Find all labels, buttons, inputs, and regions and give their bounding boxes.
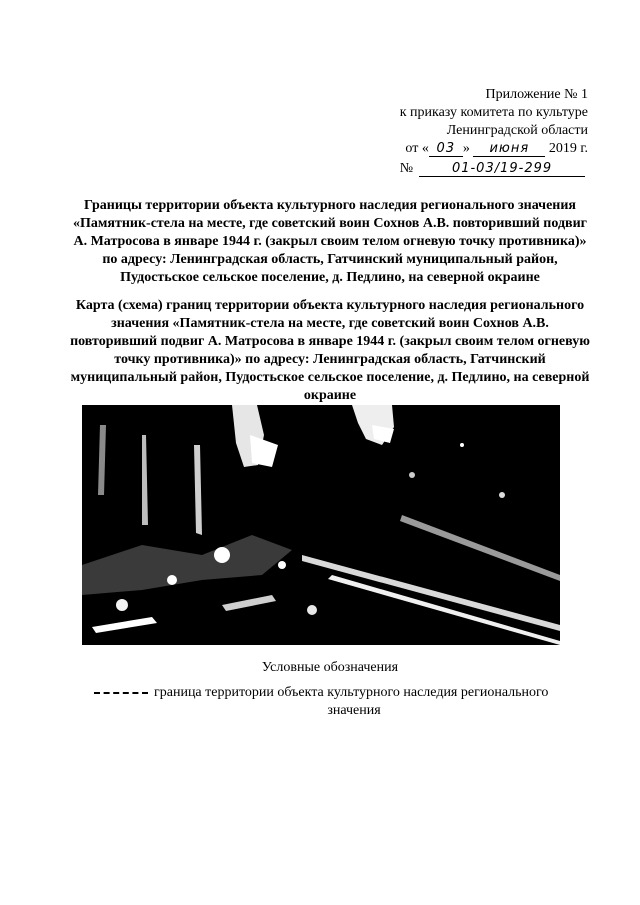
legend-title: Условные обозначения xyxy=(261,660,399,675)
number-label: № xyxy=(399,161,414,176)
appendix-block xyxy=(400,86,588,178)
date-day: 03 xyxy=(429,141,463,157)
legend-item xyxy=(94,684,584,720)
map-photo-graphic xyxy=(82,405,560,645)
appendix-number: Приложение № 1 xyxy=(485,87,588,102)
date-prefix: от « xyxy=(405,141,429,156)
legend-text-1: граница территории объекта культурного наследия регионального xyxy=(154,685,549,700)
legend-text-2: значения xyxy=(327,703,381,718)
date-month: июня xyxy=(473,141,545,157)
date-mid: » xyxy=(462,141,470,156)
appendix-order-ref: к приказу комитета по культуре xyxy=(399,105,588,120)
appendix-date-line xyxy=(400,140,588,158)
appendix-region: Ленинградской области xyxy=(446,123,588,138)
legend-line-1 xyxy=(94,684,584,702)
map-title: Карта (схема) границ территории объекта культурного наследия регионального значения «Памятник-стела на месте, где советский воин Сохнов А.В. повторивший подвиг А. Матросова в январе 1944 г. (закрыл своим телом огневую точку противника)» по адресу: Ленинградская область, Гатчинский муниципальный район, Пудостьское сельское поселение, д. Педлино, на северной окраине xyxy=(70,298,590,403)
appendix-number-line xyxy=(400,160,588,178)
dashed-boundary-symbol xyxy=(94,692,148,694)
map-image xyxy=(82,405,560,645)
order-number: 01-03/19-299 xyxy=(419,161,585,177)
date-year: 2019 г. xyxy=(548,141,588,156)
document-title: Границы территории объекта культурного наследия регионального значения «Памятник-стела на месте, где советский воин Сохнов А.В. повторивший подвиг А. Матросова в январе 1944 г. (закрыл своим телом огневую точку противника)» по адресу: Ленинградская область, Гатчинский муниципальный район, Пудостьское сельское поселение, д. Педлино, на северной окраине xyxy=(72,198,588,285)
